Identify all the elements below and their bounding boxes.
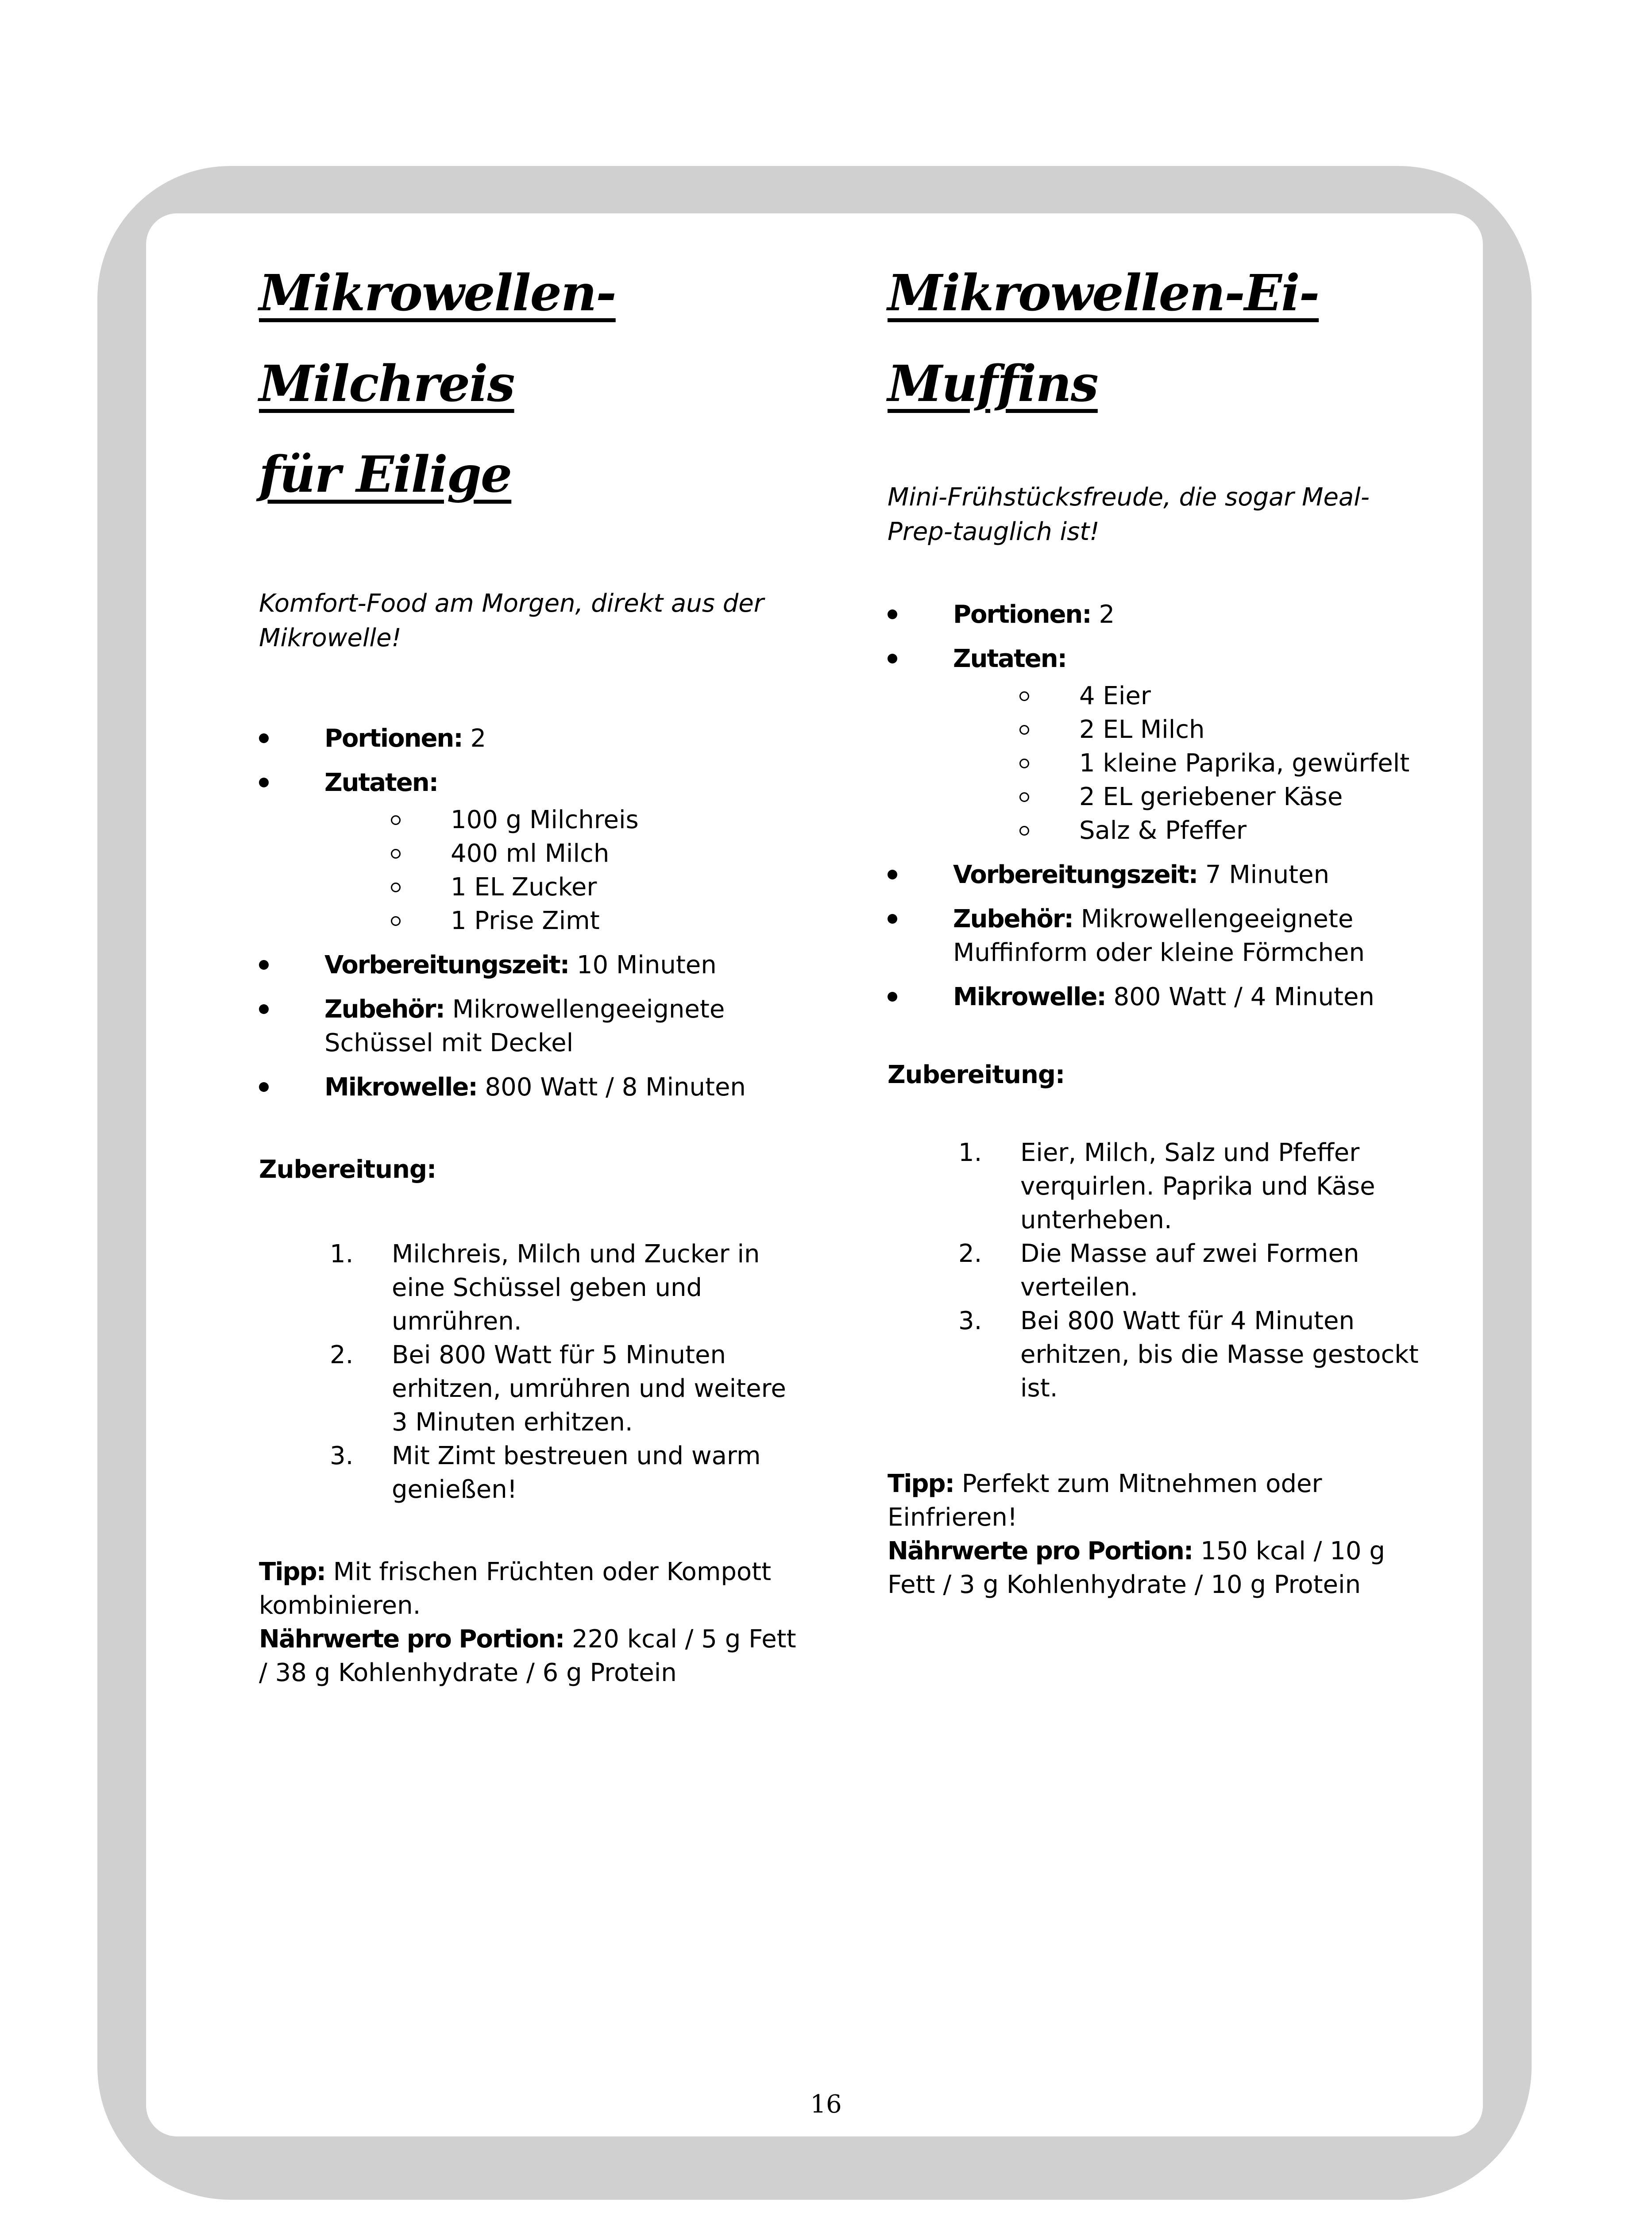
recipe-title xyxy=(259,248,799,520)
zubereitung-heading: Zubereitung: xyxy=(259,1155,436,1184)
zubehoer-value: Mikrowellengeeignete Muffinform oder kleine Förmchen xyxy=(953,905,1365,967)
zutaten-label: Zutaten: xyxy=(324,768,438,797)
mikrowelle-item xyxy=(259,1071,799,1104)
zutaten-item xyxy=(259,766,799,938)
zutat-item: 1 kleine Paprika, gewürfelt xyxy=(1019,747,1428,780)
step-item xyxy=(259,1238,799,1338)
portionen-item xyxy=(259,722,799,756)
naehrwerte xyxy=(888,1534,1428,1602)
step-item xyxy=(888,1136,1428,1237)
portionen-label: Portionen: xyxy=(324,724,463,753)
recipe-facts-list xyxy=(888,598,1428,1014)
recipe-title-line1: Mikrowellen-Ei-Muffins xyxy=(888,264,1319,413)
step-text: Die Masse auf zwei Formen verteilen. xyxy=(1020,1239,1359,1302)
zubehoer-item xyxy=(259,993,799,1060)
mikrowelle-label: Mikrowelle: xyxy=(324,1073,477,1102)
recipe-title-line2: für Eilige xyxy=(259,446,512,504)
vorbereitung-item xyxy=(259,948,799,982)
recipe-title-line1: Mikrowellen-Milchreis xyxy=(259,264,616,413)
step-text: Milchreis, Milch und Zucker in eine Schüssel geben und umrühren. xyxy=(392,1240,760,1336)
zutat-item: 2 EL Milch xyxy=(1019,713,1428,747)
zubereitung-steps xyxy=(259,1238,799,1507)
page-number: 16 xyxy=(810,2090,842,2119)
vorbereitung-value: 7 Minuten xyxy=(1197,860,1330,889)
step-number: 1. xyxy=(958,1138,982,1167)
naehrwerte-value: 220 kcal / 5 g Fett / 38 g Kohlenhydrate / 6 g Protein xyxy=(259,1625,796,1687)
recipe-title xyxy=(888,248,1428,429)
portionen-label: Portionen: xyxy=(953,600,1091,629)
zutaten-label: Zutaten: xyxy=(953,644,1067,673)
recipe-subtitle: Mini-Frühstücksfreude, die sogar Meal-Prep-tauglich ist! xyxy=(888,483,1370,546)
zutat-item: 2 EL geriebener Käse xyxy=(1019,780,1428,814)
naehrwerte-label: Nährwerte pro Portion: xyxy=(259,1625,564,1654)
mikrowelle-value: 800 Watt / 4 Minuten xyxy=(1105,983,1374,1011)
recipe-milchreis xyxy=(259,248,799,1690)
zutat-item: Salz & Pfeffer xyxy=(1019,814,1428,848)
tipp-value: Perfekt zum Mitnehmen oder Einfrieren! xyxy=(888,1469,1322,1532)
mikrowelle-item xyxy=(888,980,1428,1014)
recipe-ei-muffins xyxy=(888,248,1428,1602)
step-number: 1. xyxy=(330,1240,354,1268)
step-number: 3. xyxy=(330,1442,354,1470)
tipp-value: Mit frischen Früchten oder Kompott kombinieren. xyxy=(259,1558,772,1620)
zutat-item: 1 EL Zucker xyxy=(391,871,799,904)
zubehoer-label: Zubehör: xyxy=(324,995,444,1024)
zutat-item: 4 Eier xyxy=(1019,679,1428,713)
mikrowelle-value: 800 Watt / 8 Minuten xyxy=(477,1073,746,1102)
zubereitung-heading: Zubereitung: xyxy=(888,1060,1065,1089)
mikrowelle-label: Mikrowelle: xyxy=(953,983,1106,1011)
tipp-label: Tipp: xyxy=(888,1469,954,1498)
step-number: 2. xyxy=(958,1239,982,1268)
vorbereitung-label: Vorbereitungszeit: xyxy=(324,951,569,979)
step-text: Mit Zimt bestreuen und warm genießen! xyxy=(392,1442,761,1504)
zubehoer-label: Zubehör: xyxy=(953,905,1073,933)
step-item xyxy=(888,1237,1428,1304)
step-item xyxy=(259,1338,799,1439)
recipe-facts-list xyxy=(259,722,799,1104)
step-text: Bei 800 Watt für 4 Minuten erhitzen, bis die Masse gestockt ist. xyxy=(1020,1307,1419,1403)
naehrwerte-value: 150 kcal / 10 g Fett / 3 g Kohlenhydrate / 10 g Protein xyxy=(888,1537,1385,1599)
vorbereitung-label: Vorbereitungszeit: xyxy=(953,860,1198,889)
portionen-value: 2 xyxy=(462,724,486,753)
zutat-item: 1 Prise Zimt xyxy=(391,904,799,938)
tipp xyxy=(259,1555,799,1623)
step-item xyxy=(888,1304,1428,1405)
zutat-item: 400 ml Milch xyxy=(391,837,799,871)
step-text: Eier, Milch, Salz und Pfeffer verquirlen. Paprika und Käse unterheben. xyxy=(1020,1138,1375,1234)
zutaten-list xyxy=(953,679,1428,848)
zutaten-item xyxy=(888,642,1428,848)
tipp xyxy=(888,1467,1428,1534)
zubereitung-steps xyxy=(888,1136,1428,1405)
portionen-item xyxy=(888,598,1428,632)
zutaten-list xyxy=(324,803,799,938)
naehrwerte-label: Nährwerte pro Portion: xyxy=(888,1537,1193,1565)
vorbereitung-value: 10 Minuten xyxy=(569,951,717,979)
step-number: 3. xyxy=(958,1307,982,1335)
zubehoer-value: Mikrowellengeeignete Schüssel mit Deckel xyxy=(324,995,725,1057)
vorbereitung-item xyxy=(888,858,1428,892)
tipp-label: Tipp: xyxy=(259,1558,325,1586)
zutat-item: 100 g Milchreis xyxy=(391,803,799,837)
step-item xyxy=(259,1439,799,1507)
step-text: Bei 800 Watt für 5 Minuten erhitzen, umrühren und weitere 3 Minuten erhitzen. xyxy=(392,1341,786,1437)
zubehoer-item xyxy=(888,902,1428,970)
naehrwerte xyxy=(259,1623,799,1690)
recipe-subtitle: Komfort-Food am Morgen, direkt aus der Mikrowelle! xyxy=(259,589,764,652)
portionen-value: 2 xyxy=(1091,600,1115,629)
step-number: 2. xyxy=(330,1341,354,1369)
